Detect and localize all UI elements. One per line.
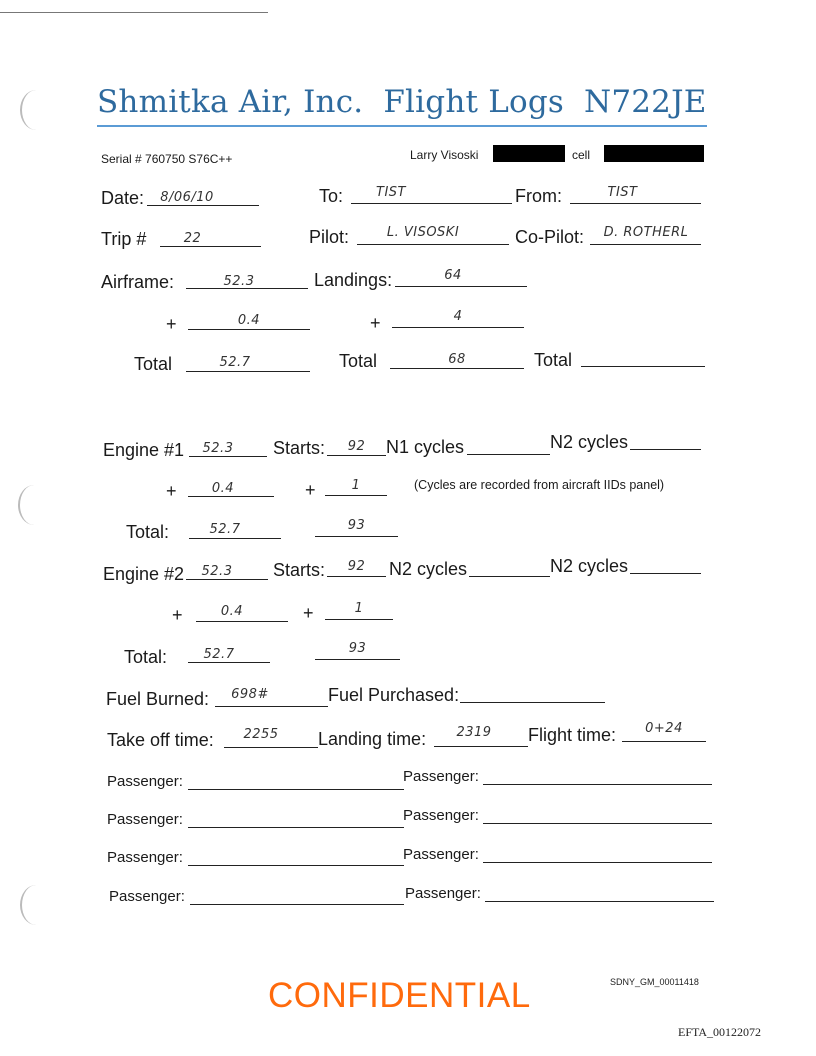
- contact-name: Larry Visoski: [410, 148, 479, 162]
- cycles-note: (Cycles are recorded from aircraft IIDs panel): [414, 478, 665, 492]
- fuel-purchased-label: Fuel Purchased:: [328, 685, 460, 705]
- flight-time-label: Flight time:: [528, 725, 617, 745]
- passenger-label: Passenger:: [403, 768, 479, 785]
- landings-add-value: 4: [453, 309, 463, 324]
- plus-sign: +: [166, 314, 177, 334]
- total-label: Total: [134, 354, 173, 374]
- from-value: TIST: [607, 185, 638, 200]
- date-value: 8/06/10: [160, 190, 214, 205]
- n1-cycles-label: N1 cycles: [386, 437, 465, 457]
- engine1-starts-add-value: 1: [351, 478, 361, 493]
- takeoff-value: 2255: [243, 727, 279, 742]
- total-label: Total: [339, 351, 378, 371]
- passenger-label: Passenger:: [403, 846, 479, 863]
- log-title: Flight Logs: [383, 84, 565, 120]
- landings-value: 64: [444, 268, 462, 283]
- plus-sign: +: [303, 603, 314, 623]
- total-label: Total:: [124, 647, 168, 667]
- passenger-field[interactable]: [483, 844, 712, 863]
- passenger-field[interactable]: [188, 847, 404, 866]
- title-rule: [97, 125, 707, 127]
- redaction-box: [493, 145, 565, 162]
- engine2-starts-total-value: 93: [348, 641, 367, 656]
- confidential-stamp: CONFIDENTIAL: [268, 976, 531, 1015]
- engine2-label: Engine #2: [103, 564, 185, 584]
- takeoff-label: Take off time:: [107, 730, 214, 750]
- date-label: Date:: [101, 188, 145, 208]
- engine1-total-value: 52.7: [209, 522, 241, 537]
- total-field[interactable]: [581, 348, 705, 367]
- to-label: To:: [319, 186, 344, 206]
- engine1-hours-value: 52.3: [202, 441, 234, 456]
- efta-number: EFTA_00122072: [678, 1025, 762, 1039]
- landing-time-label: Landing time:: [318, 729, 427, 749]
- airframe-label: Airframe:: [101, 272, 175, 292]
- n2-cycles-label: N2 cycles: [550, 556, 629, 576]
- engine1-add-value: 0.4: [211, 481, 235, 496]
- punch-hole-mark: [18, 485, 50, 525]
- engine2-starts-value: 92: [347, 559, 366, 574]
- passenger-field[interactable]: [483, 805, 712, 824]
- engine2-add-value: 0.4: [220, 604, 244, 619]
- bates-number: SDNY_GM_00011418: [610, 977, 699, 987]
- passenger-field[interactable]: [188, 809, 404, 828]
- trip-value: 22: [183, 231, 202, 246]
- engine1-starts-value: 92: [347, 439, 366, 454]
- total-label: Total: [534, 350, 573, 370]
- punch-hole-mark: [20, 885, 52, 925]
- landings-total-value: 68: [448, 352, 466, 367]
- copilot-label: Co-Pilot:: [515, 227, 585, 247]
- n2-cycles-field[interactable]: [469, 558, 550, 577]
- passenger-label: Passenger:: [109, 888, 185, 905]
- passenger-field[interactable]: [188, 771, 404, 790]
- passenger-field[interactable]: [483, 766, 712, 785]
- airframe-total-value: 52.7: [219, 355, 251, 370]
- serial-number: Serial # 760750 S76C++: [101, 152, 233, 166]
- plus-sign: +: [172, 605, 183, 625]
- fuel-burned-label: Fuel Burned:: [106, 689, 210, 709]
- n2-cycles-field[interactable]: [630, 431, 701, 450]
- passenger-field[interactable]: [190, 886, 404, 905]
- plus-sign: +: [305, 480, 316, 500]
- page-title: [97, 84, 707, 120]
- total-label: Total:: [126, 522, 170, 542]
- flight-time-value: 0+24: [645, 721, 683, 736]
- fuel-purchased-field[interactable]: [460, 684, 605, 703]
- landing-time-value: 2319: [456, 725, 492, 740]
- tail-number: N722JE: [584, 84, 707, 120]
- engine1-starts-total-value: 93: [347, 518, 366, 533]
- engine2-hours-value: 52.3: [201, 564, 233, 579]
- passenger-label: Passenger:: [403, 807, 479, 824]
- plus-sign: +: [166, 481, 177, 501]
- n2-cycles-field[interactable]: [630, 555, 701, 574]
- engine2-starts-add-value: 1: [354, 601, 364, 616]
- n2-cycles-label: N2 cycles: [550, 432, 629, 452]
- top-edge-line: [0, 12, 268, 13]
- from-label: From:: [515, 186, 562, 206]
- passenger-field[interactable]: [485, 883, 714, 902]
- to-value: TIST: [376, 185, 406, 200]
- pilot-label: Pilot:: [309, 227, 350, 247]
- pilot-value: L. VISOSKI: [386, 225, 460, 240]
- engine2-total-value: 52.7: [203, 647, 235, 662]
- n1-cycles-field[interactable]: [467, 436, 550, 455]
- punch-hole-mark: [20, 90, 52, 130]
- copilot-value: D. ROTHERL: [603, 225, 689, 240]
- passenger-label: Passenger:: [107, 849, 183, 866]
- engine1-label: Engine #1: [103, 440, 185, 460]
- starts-label: Starts:: [273, 438, 326, 458]
- redaction-box: [604, 145, 704, 162]
- passenger-label: Passenger:: [107, 811, 183, 828]
- cell-label: cell: [572, 148, 591, 162]
- passenger-label: Passenger:: [107, 773, 183, 790]
- landings-label: Landings:: [314, 270, 393, 290]
- n2-cycles-label: N2 cycles: [389, 559, 468, 579]
- airframe-add-value: 0.4: [237, 313, 261, 328]
- plus-sign: +: [370, 313, 381, 333]
- fuel-burned-value: 698#: [231, 687, 269, 702]
- passenger-label: Passenger:: [405, 885, 481, 902]
- airframe-value: 52.3: [223, 274, 255, 289]
- company-name: Shmitka Air, Inc.: [97, 84, 364, 120]
- trip-label: Trip #: [101, 229, 147, 249]
- starts-label: Starts:: [273, 560, 326, 580]
